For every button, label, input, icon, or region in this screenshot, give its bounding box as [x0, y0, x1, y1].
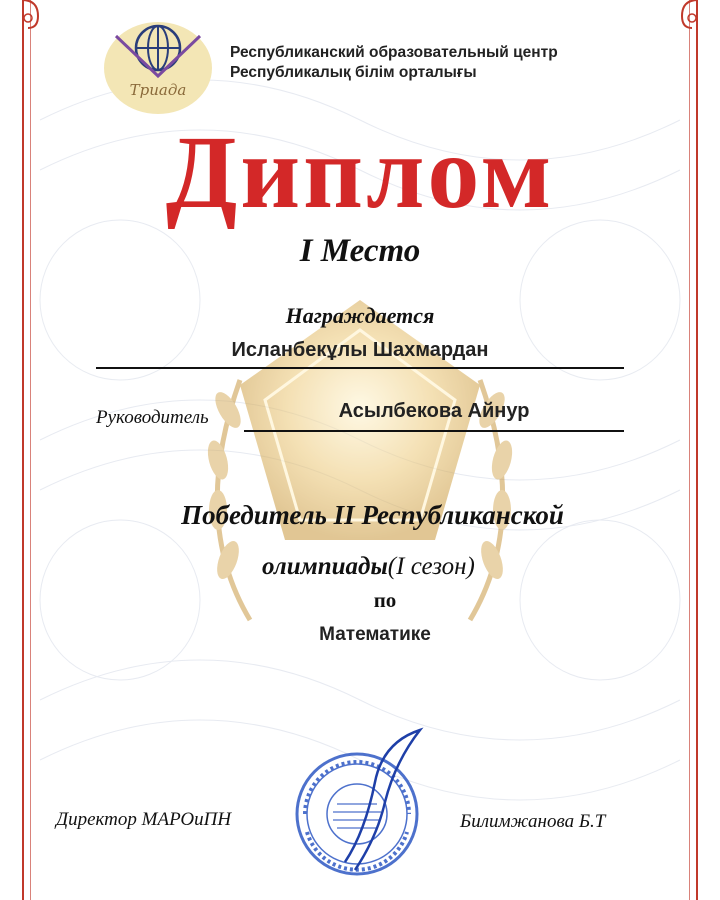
round-stamp-icon [285, 722, 435, 882]
leader-underline [244, 430, 624, 432]
achievement-season: (I сезон) [387, 553, 475, 580]
signature-stroke [345, 730, 420, 870]
leader-label: Руководитель [96, 407, 209, 428]
corner-ornament-icon [8, 0, 48, 36]
achievement-line-2 [262, 553, 475, 581]
recipient-name: Исланбекұлы Шахмардан [96, 339, 624, 369]
director-label: Директор МАРОиПН [56, 809, 232, 830]
leader-name: Асылбекова Айнур [338, 400, 530, 422]
achievement-olympiad: олимпиады [262, 553, 388, 580]
organization-line-ru: Республиканский образовательный центр [230, 44, 558, 61]
achievement-by: по [373, 588, 397, 612]
corner-ornament-icon [672, 0, 712, 36]
triada-logo [102, 14, 214, 116]
place-label: I Место [299, 233, 421, 269]
globe-logo-icon [102, 14, 214, 116]
diploma-title: Диплом [165, 115, 555, 230]
signer-name: Билимжанова Б.Т [460, 811, 606, 832]
achievement-subject: Математике [319, 624, 431, 645]
achievement-line-1: Победитель II Республиканской [181, 500, 564, 530]
awarded-label: Награждается [285, 303, 435, 328]
organization-name [230, 43, 650, 83]
logo-text: Триада [129, 81, 187, 99]
organization-line-kz: Республикалық білім орталығы [230, 64, 477, 81]
